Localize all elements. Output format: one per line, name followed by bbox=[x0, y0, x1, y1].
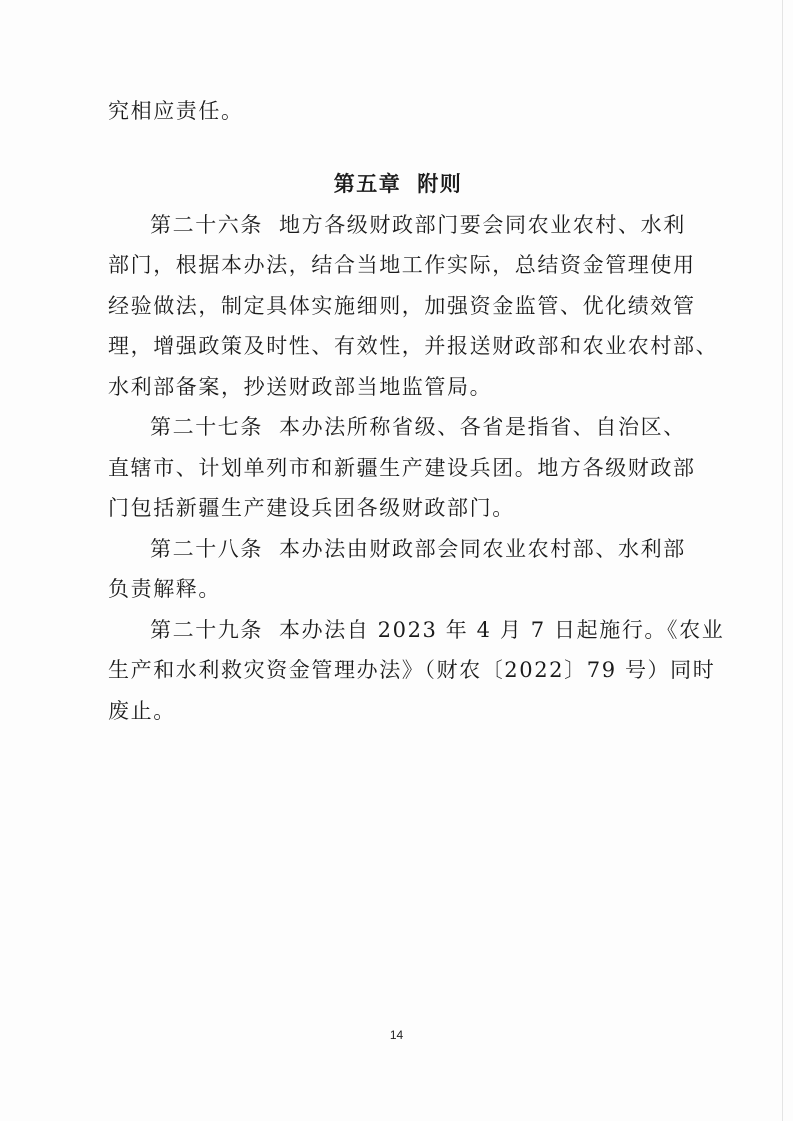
chapter-number: 第五章 bbox=[333, 172, 402, 196]
article-line: 直辖市、计划单列市和新疆生产建设兵团。地方各级财政部 bbox=[108, 455, 696, 480]
article-number: 第二十九条 bbox=[150, 617, 263, 642]
article-first-line: 第二十八条 本办法由财政部会同农业农村部、水利部 bbox=[150, 536, 686, 561]
article-27 bbox=[108, 412, 696, 523]
article-26 bbox=[108, 210, 719, 402]
article-line: 门包括新疆生产建设兵团各级财政部门。 bbox=[108, 496, 515, 520]
article-line: 水利部备案，抄送财政部当地监管局。 bbox=[108, 374, 493, 399]
article-line: 部门，根据本办法，结合当地工作实际，总结资金管理使用 bbox=[108, 253, 696, 277]
chapter-heading bbox=[108, 169, 688, 199]
scan-edge-line bbox=[782, 0, 783, 1121]
article-first-line: 第二十九条 本办法自 2023 年 4 月 7 日起施行。《农业 bbox=[150, 617, 725, 642]
chapter-title: 附则 bbox=[417, 172, 463, 196]
continuation-text: 究相应责任。 bbox=[108, 99, 244, 123]
article-number: 第二十六条 bbox=[150, 212, 263, 237]
article-first-line: 第二十七条 本办法所称省级、各省是指省、自治区、 bbox=[150, 415, 686, 439]
page-number: 14 bbox=[389, 1028, 404, 1042]
article-line: 经验做法，制定具体实施细则，加强资金监管、优化绩效管 bbox=[108, 293, 696, 318]
article-line: 生产和水利救灾资金管理办法》（财农〔2022〕79 号）同时 bbox=[108, 658, 716, 682]
document-body bbox=[108, 96, 725, 736]
article-number: 第二十八条 bbox=[150, 536, 263, 561]
article-28 bbox=[108, 534, 688, 605]
article-line: 负责解释。 bbox=[108, 577, 221, 601]
article-line: 理，增强政策及时性、有效性，并报送财政部和农业农村部、 bbox=[108, 334, 719, 358]
article-first-line: 第二十六条 地方各级财政部门要会同农业农村、水利 bbox=[150, 212, 686, 237]
article-29 bbox=[108, 615, 725, 726]
article-number: 第二十七条 bbox=[150, 415, 263, 439]
article-line: 废止。 bbox=[108, 698, 176, 723]
